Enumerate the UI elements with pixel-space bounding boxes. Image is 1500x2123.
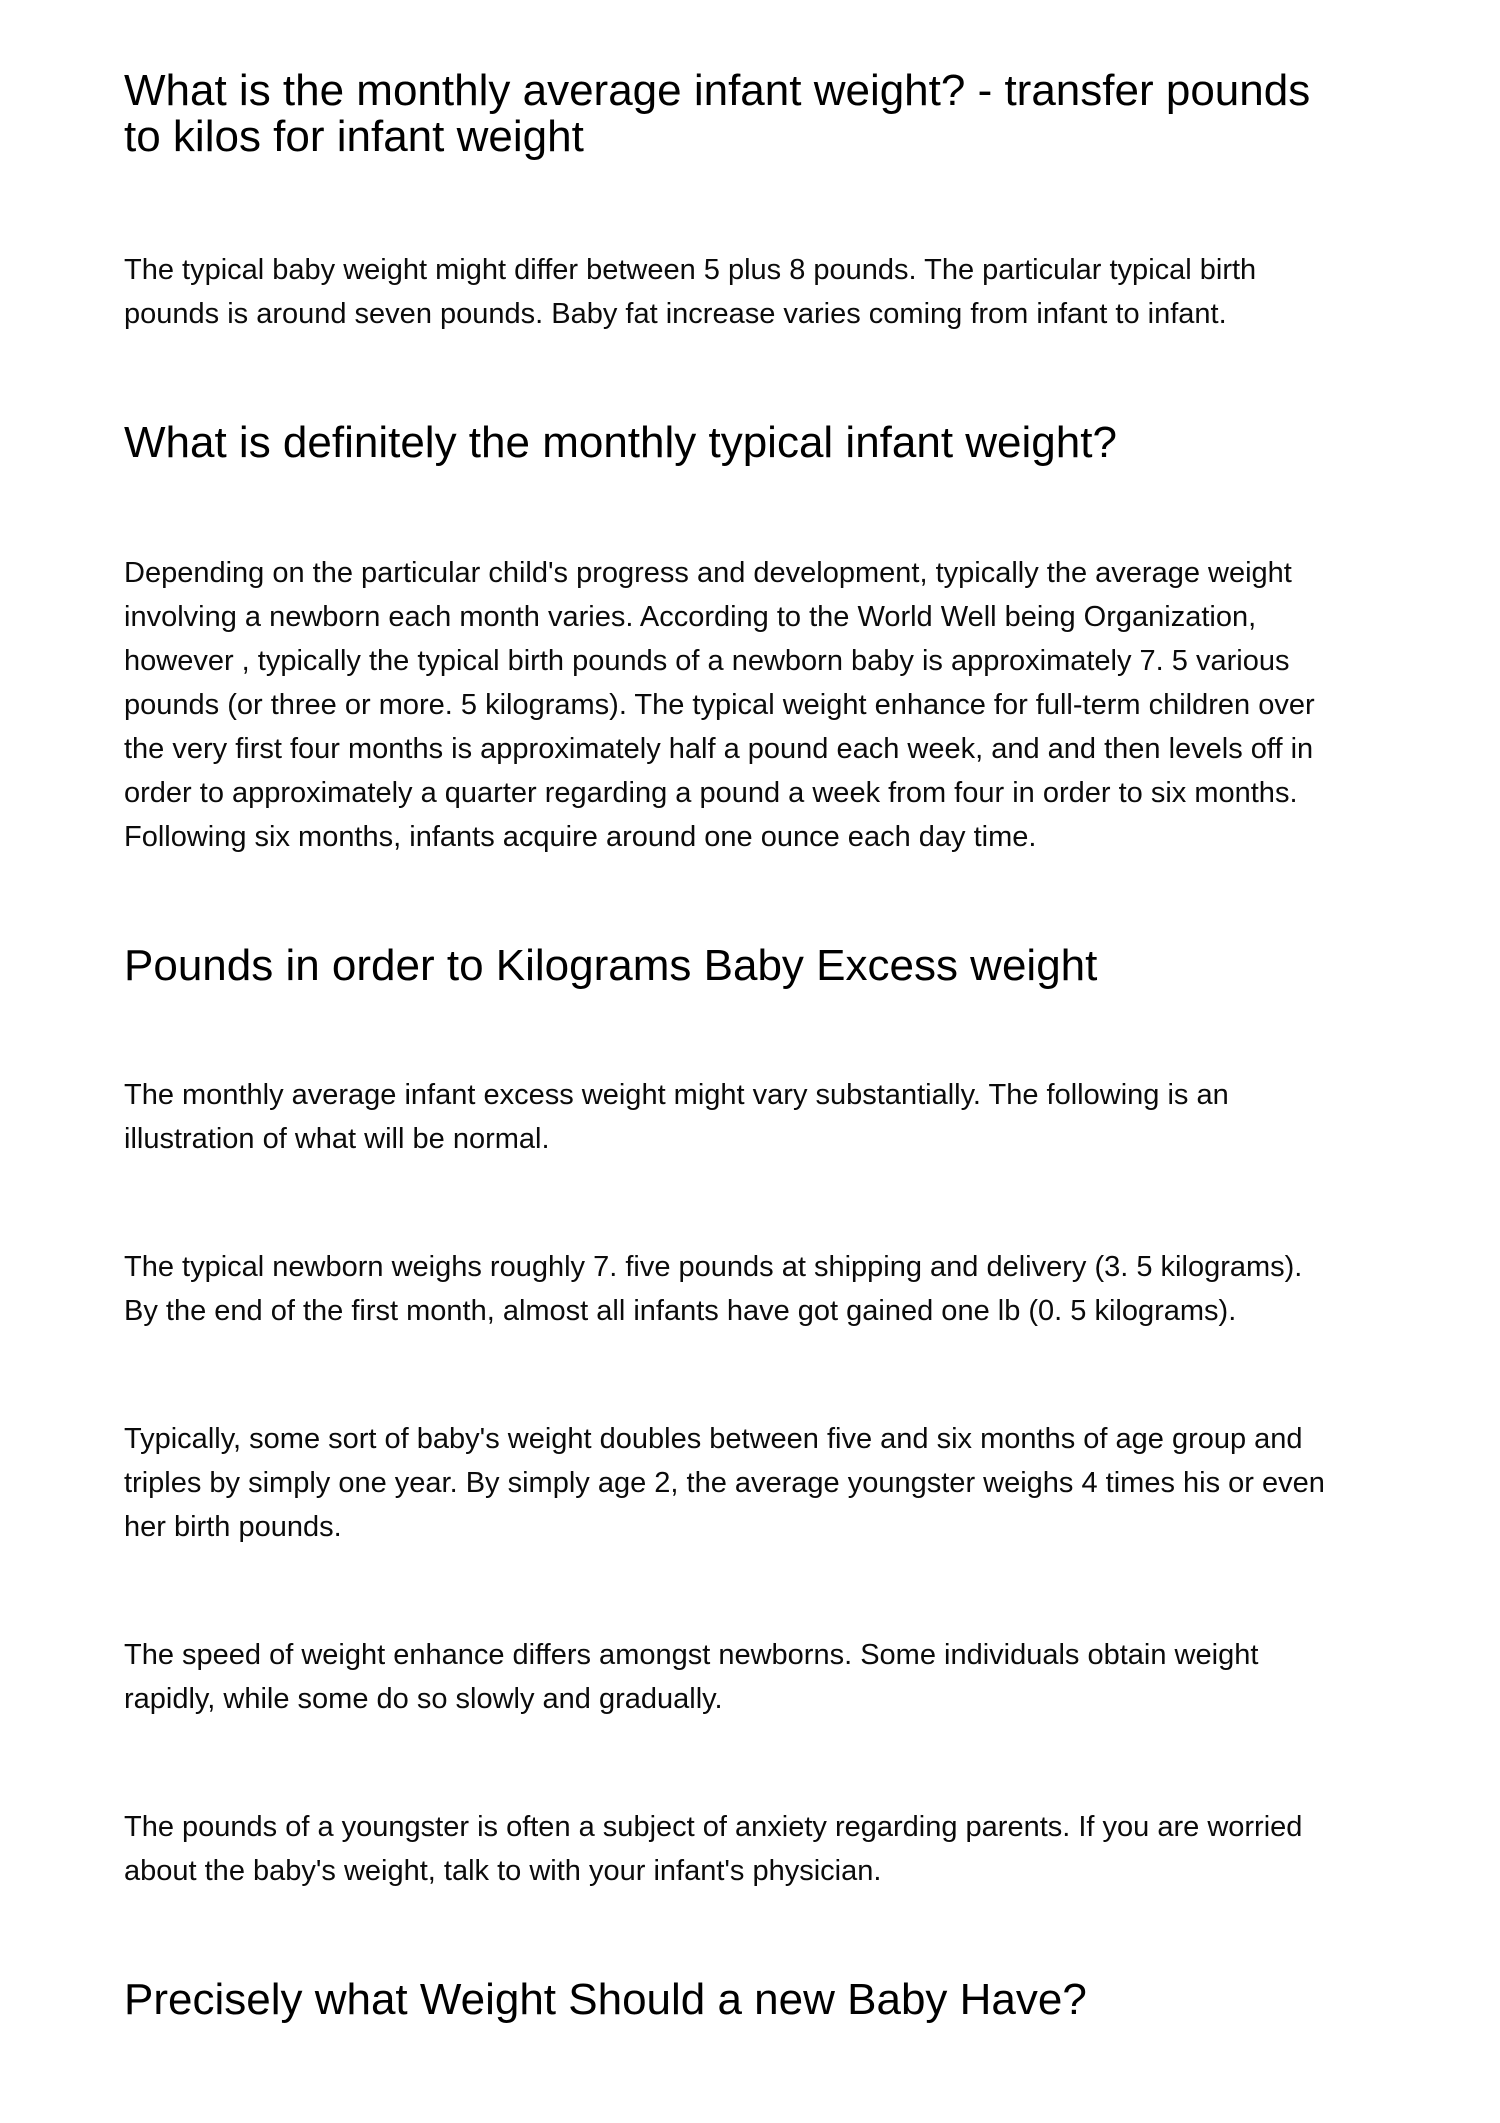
section-heading-monthly-typical-weight: What is definitely the monthly typical infant weight?	[124, 418, 1117, 468]
paragraph-newborn-weight: The typical newborn weighs roughly 7. five pounds at shipping and delivery (3. 5 kilograms). By the end of the first month, almost all infants have got gained one lb (0. 5 kilograms).	[124, 1250, 1303, 1327]
paragraph-weight-doubles: Typically, some sort of baby's weight doubles between five and six months of age group and triples by simply one year. By simply age 2, the average youngster weighs 4 times his or even her birth pounds.	[124, 1422, 1325, 1543]
paragraph-who-weight-details: Depending on the particular child's progress and development, typically the average weight involving a newborn each month varies. According to the World Well being Organization, however , typically the typical birth pounds of a newborn baby is approximately 7. 5 various pounds (or three or more. 5 kilograms). The typical weight enhance for full-term children over the very first four months is approximately half a pound each week, and and then levels off in order to approximately a quarter regarding a pound a week from four in order to six months. Following six months, infants acquire around one ounce each day time.	[124, 556, 1315, 853]
paragraph-average-varies: The monthly average infant excess weight might vary substantially. The following is an illustration of what will be normal.	[124, 1078, 1229, 1155]
paragraph-parent-concern: The pounds of a youngster is often a subject of anxiety regarding parents. If you are worried about the baby's weight, talk to with your infant's physician.	[124, 1810, 1303, 1887]
section-heading-pounds-to-kilograms: Pounds in order to Kilograms Baby Excess weight	[124, 940, 1098, 990]
paragraph-speed-of-gain: The speed of weight enhance differs amongst newborns. Some individuals obtain weight rapidly, while some do so slowly and gradually.	[124, 1638, 1259, 1715]
article-title: What is the monthly average infant weight? - transfer pounds to kilos for infant weight	[124, 66, 1311, 162]
section-heading-what-weight-should-baby-have: Precisely what Weight Should a new Baby Have?	[124, 1974, 1087, 2024]
intro-paragraph: The typical baby weight might differ between 5 plus 8 pounds. The particular typical birth pounds is around seven pounds. Baby fat increase varies coming from infant to infant.	[124, 254, 1257, 331]
